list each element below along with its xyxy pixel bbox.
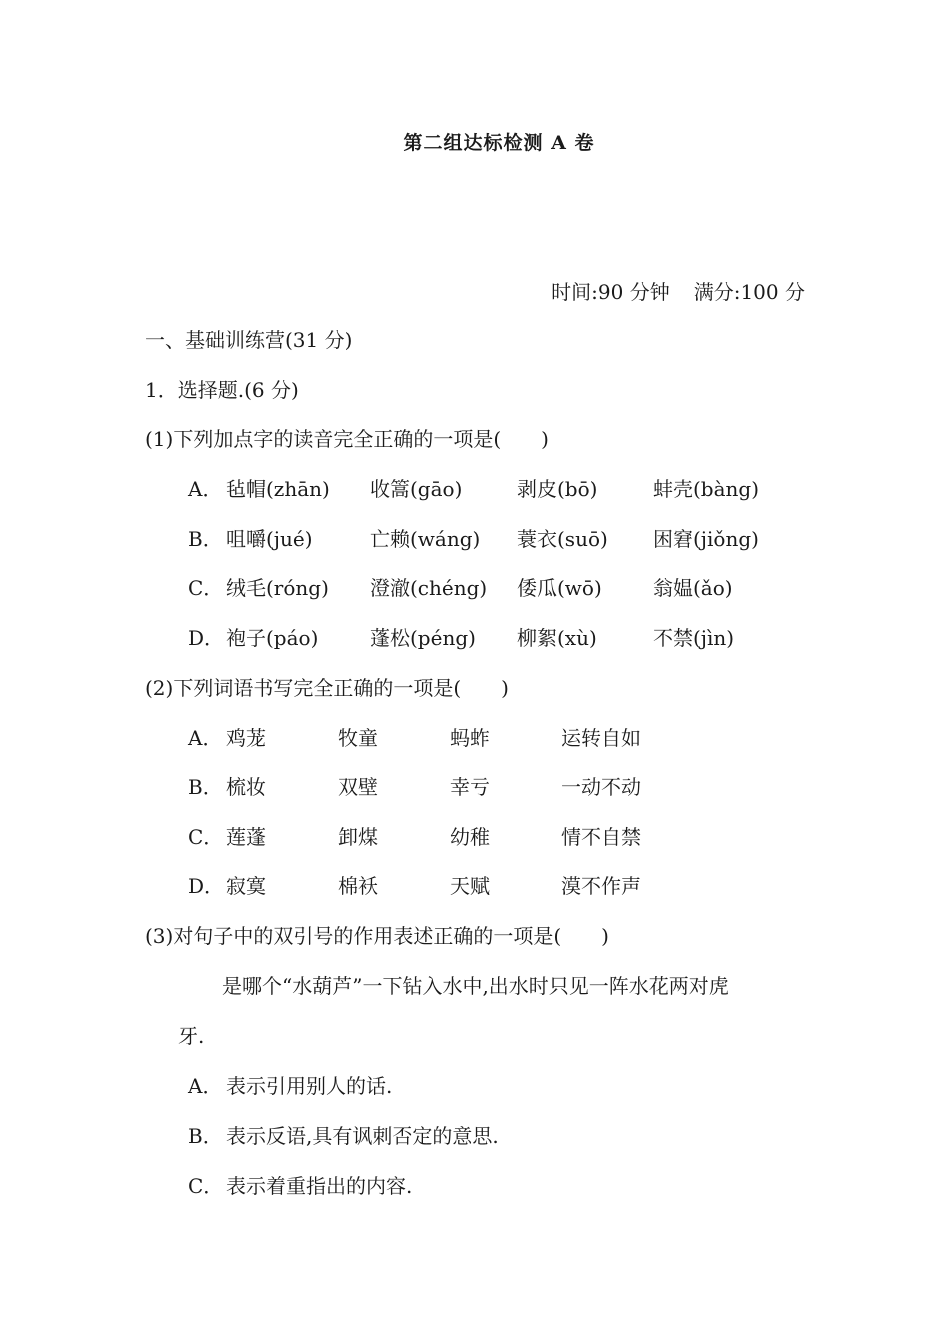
option-label: A．	[188, 726, 223, 750]
option-item: 莲蓬	[226, 825, 266, 849]
option-item: 绒毛(róng)	[226, 576, 329, 600]
option-label: D．	[188, 626, 225, 650]
option-item: 蚂蚱	[450, 726, 490, 750]
option-item: 双壁	[338, 775, 378, 799]
option-label: C．	[188, 576, 224, 600]
option-text: 表示着重指出的内容.	[226, 1174, 413, 1198]
subquestion-3-prompt: (3)对句子中的双引号的作用表述正确的一项是( )	[145, 924, 609, 948]
option-label: B．	[188, 775, 223, 799]
option-item: 蓬松(péng)	[370, 626, 476, 650]
exam-meta	[551, 276, 805, 305]
option-label: A．	[188, 1074, 223, 1098]
option-item: 一动不动	[561, 775, 641, 799]
option-item: 亡赖(wáng)	[370, 527, 481, 551]
option-label: B．	[188, 1124, 223, 1148]
quoted-sentence-line-2: 牙.	[178, 1024, 205, 1048]
option-item: 翁媪(ǎo)	[653, 576, 733, 600]
option-item: 鸡茏	[226, 726, 266, 750]
option-label: C．	[188, 825, 224, 849]
option-item: 收篙(gāo)	[370, 477, 463, 501]
quoted-sentence-line-1: 是哪个“水葫芦”一下钻入水中,出水时只见一阵水花两对虎	[222, 974, 729, 998]
option-label: B．	[188, 527, 223, 551]
option-item: 梳妆	[226, 775, 266, 799]
option-item: 运转自如	[561, 726, 641, 750]
option-text: 表示反语,具有讽刺否定的意思.	[226, 1124, 499, 1148]
option-item: 袍子(páo)	[226, 626, 319, 650]
option-item: 澄澈(chéng)	[370, 576, 488, 600]
option-label: A．	[188, 477, 223, 501]
option-label: C．	[188, 1174, 224, 1198]
option-item: 倭瓜(wō)	[517, 576, 602, 600]
option-item: 蓑衣(suō)	[517, 527, 608, 551]
option-item: 蚌壳(bàng)	[653, 477, 760, 501]
option-item: 毡帽(zhān)	[226, 477, 330, 501]
exam-time: 时间:90 分钟	[551, 280, 670, 304]
option-label: D．	[188, 874, 225, 898]
option-item: 柳絮(xù)	[517, 626, 597, 650]
option-item: 寂寞	[226, 874, 266, 898]
option-item: 幼稚	[450, 825, 490, 849]
option-text: 表示引用别人的话.	[226, 1074, 393, 1098]
option-item: 咀嚼(jué)	[226, 527, 313, 551]
option-item: 天赋	[450, 874, 490, 898]
option-item: 情不自禁	[561, 825, 641, 849]
option-item: 牧童	[338, 726, 378, 750]
option-item: 漠不作声	[561, 874, 641, 898]
question-1: 1．选择题.(6 分)	[145, 378, 299, 402]
section-heading: 一、基础训练营(31 分)	[145, 328, 353, 352]
option-item: 不禁(jìn)	[653, 626, 735, 650]
option-item: 卸煤	[338, 825, 378, 849]
option-item: 棉袄	[338, 874, 378, 898]
subquestion-2-prompt: (2)下列词语书写完全正确的一项是( )	[145, 676, 509, 700]
option-item: 幸亏	[450, 775, 490, 799]
exam-score: 满分:100 分	[693, 280, 805, 304]
option-item: 困窘(jiǒng)	[653, 527, 759, 551]
page-title: 第二组达标检测 A 卷	[403, 132, 595, 154]
subquestion-1-prompt: (1)下列加点字的读音完全正确的一项是( )	[145, 427, 549, 451]
option-item: 剥皮(bō)	[517, 477, 598, 501]
